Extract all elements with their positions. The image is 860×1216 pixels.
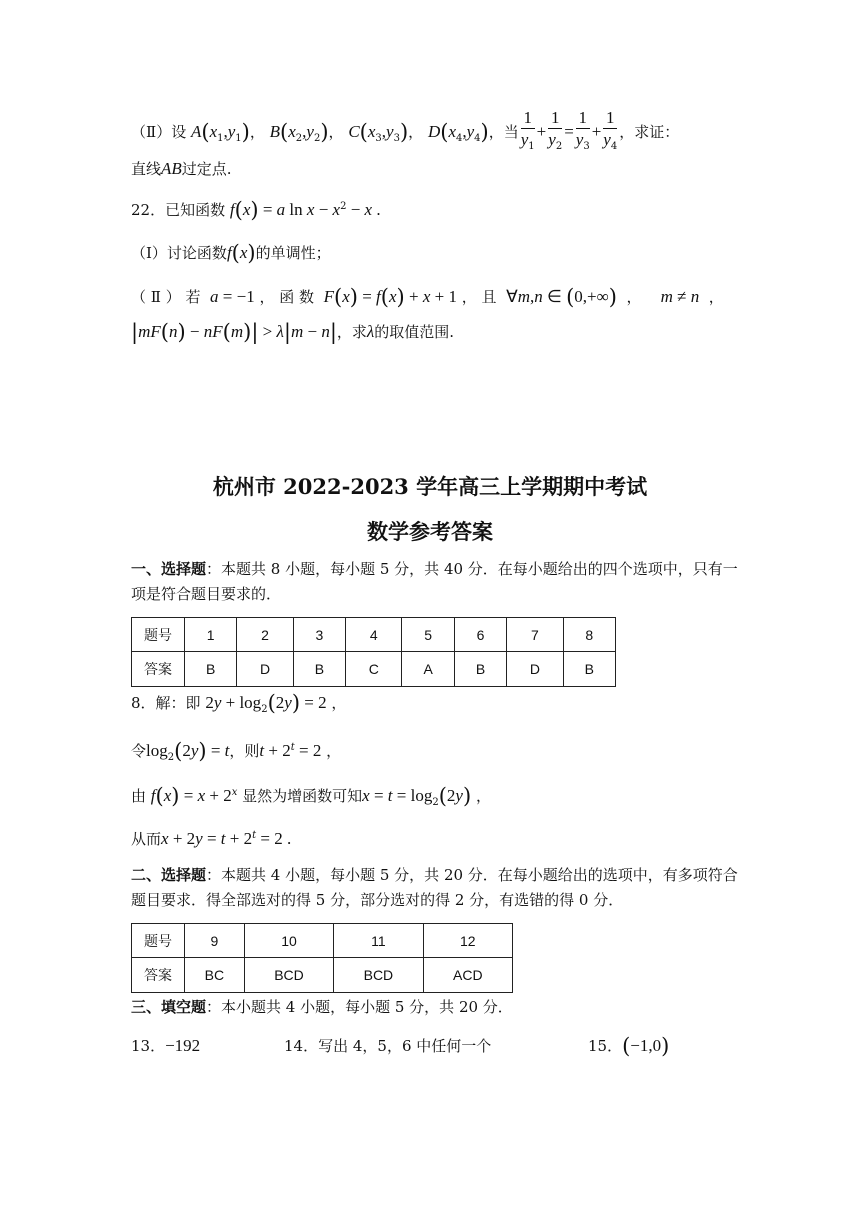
fill-q15: 15．(−1,0) [588, 1034, 670, 1058]
table2-header-number: 题号 [132, 924, 185, 958]
q13-value: −192 [165, 1036, 201, 1055]
answer-table-2 [131, 923, 513, 993]
q22-part1-a: （Ⅰ）讨论函数 [131, 244, 227, 262]
section1-heading: 一、选择题 [131, 560, 207, 578]
q22-part2-c: ， 且 [461, 288, 497, 306]
table1-cell: 5 [402, 618, 454, 652]
section2-line1 [131, 865, 738, 885]
q21-when: ，当 [488, 123, 519, 141]
section2-heading: 二、选择题 [131, 866, 207, 884]
section3-line1 [131, 997, 513, 1017]
q21-line2 [131, 159, 232, 179]
q22-intro: 22．已知函数 f(x) = a $\ln x - x^2 - x$ . [131, 198, 381, 222]
table2-cell: BCD [334, 958, 423, 993]
q21-part2-label: （Ⅱ）设 [131, 123, 187, 141]
table2-cell: BC [185, 958, 245, 993]
sol8-l1: 8．解：即 [131, 694, 201, 712]
fill-q14 [284, 1036, 491, 1056]
q14-text: 14．写出 4，5，6 中任何一个 [284, 1037, 492, 1055]
table1-cell: B [185, 652, 237, 687]
q22-part2-d: ， [626, 288, 642, 306]
section2-text: ：本题共 4 小题，每小题 5 分，共 20 分．在每小题给出的选项中，有多项符合 [206, 866, 738, 884]
section2-line2 [131, 890, 623, 910]
q22-part2-b: ， 函 数 [259, 288, 315, 306]
frac-1-y4: $\frac{1}{y_4}$ [603, 108, 618, 152]
frac-1-y3: $\frac{1}{y_3}$ [575, 108, 590, 152]
table2-cell: 11 [334, 924, 423, 958]
q21-ab: AB [161, 159, 182, 178]
table2-cell: 9 [185, 924, 245, 958]
frac-1-y1: $\frac{1}{y_1}$ [520, 108, 535, 152]
table1-cell: 1 [185, 618, 237, 652]
table2-header-answer: 答案 [132, 958, 185, 993]
table1-header-answer: 答案 [132, 652, 185, 687]
q22-part1-b: 的单调性； [255, 244, 331, 262]
q21-line2-text: 直线 [131, 160, 162, 178]
page-subtitle: 数学参考答案 [367, 519, 493, 544]
q22-part2-line1: （ Ⅱ ） 若 a = −1 ， 函 数 F(x) = f(x) + x + 1 ， 且 ∀m,n ∈ (0,+∞) ， m ≠ n ， [131, 285, 724, 309]
sol8-l2a: 令 [131, 742, 147, 760]
table2-cell: BCD [244, 958, 333, 993]
section2-text2: 题目要求．得全部选对的得 5 分，部分选对的得 2 分，有选错的得 0 分． [131, 891, 624, 909]
table1-cell: B [454, 652, 506, 687]
sol8-l4a: 从而 [131, 830, 162, 848]
table2-number-row [132, 924, 513, 958]
q22-part2-f: 的取值范围. [374, 323, 455, 341]
table1-header-number: 题号 [132, 618, 185, 652]
section1-line2 [131, 584, 281, 604]
sol8-l3a: 由 [131, 787, 147, 805]
table1-cell: A [402, 652, 454, 687]
table1-cell: B [293, 652, 345, 687]
q15-label: 15． [588, 1037, 623, 1055]
section3-text: ：本小题共 4 小题，每小题 5 分，共 20 分． [206, 998, 513, 1016]
q22-part2-line2: |mF(n) − nF(m)| > λ|m − n|，求λ的取值范围. [131, 320, 455, 344]
page-title: 杭州市 2022-2023 学年高三上学期期中考试 [212, 474, 648, 499]
section1-line1 [131, 559, 738, 579]
table1-number-row [132, 618, 616, 652]
table1-cell: 4 [346, 618, 402, 652]
q22-part2-a: （ Ⅱ ） 若 [131, 288, 201, 306]
q21-prove: ，求证： [619, 123, 680, 141]
sol8-l2b: ，则 [229, 742, 260, 760]
fill-q13 [131, 1036, 200, 1056]
sol8-line1: 8．解：即 $2y + \log_2(2y) = 2$ ， [131, 691, 347, 715]
answer-table-1 [131, 617, 616, 687]
table1-cell: 2 [237, 618, 293, 652]
sol8-line3: 由 $f(x) = x + 2^x$ 显然为增函数可知$x = t = \log_2(2y)$ ， [131, 784, 491, 808]
table1-cell: 8 [563, 618, 615, 652]
table1-cell: 6 [454, 618, 506, 652]
table1-answer-row [132, 652, 616, 687]
table2-cell: ACD [423, 958, 512, 993]
frac-1-y2: $\frac{1}{y_2}$ [548, 108, 563, 152]
q21-line2-end: 过定点. [181, 160, 232, 178]
q22-part2-e: ，求 [336, 323, 367, 341]
q21-part2-line: （Ⅱ）设 $A(x_1,y_1)$， $B(x_2,y_2)$， $C(x_3,y_3)$， $D(x_4,y_4)$，当 $\frac{1}{y_1}$ + $\frac{1}{y_2}$ = $\frac{1}{y_3}$ + $\frac{1}{y_4}$ ，求证： [131, 108, 679, 161]
table1-cell: 3 [293, 618, 345, 652]
q13-label: 13． [131, 1037, 166, 1055]
table2-cell: 10 [244, 924, 333, 958]
table1-cell: B [563, 652, 615, 687]
table1-cell: D [237, 652, 293, 687]
table1-cell: C [346, 652, 402, 687]
sol8-line2: 令$\log_2(2y) = t$，则$t + 2^t = 2$ ， [131, 739, 342, 763]
section1-text2: 项是符合题目要求的． [131, 585, 282, 603]
sol8-line4: 从而$x + 2y = t + 2^t = 2$ . [131, 829, 292, 848]
table2-answer-row [132, 958, 513, 993]
section3-heading: 三、填空题 [131, 998, 207, 1016]
table1-cell: 7 [507, 618, 563, 652]
table1-cell: D [507, 652, 563, 687]
sol8-l3b: 显然为增函数可知 [242, 787, 363, 805]
q15-value: −1,0 [630, 1036, 662, 1055]
section1-text: ：本题共 8 小题，每小题 5 分，共 40 分．在每小题给出的四个选项中，只有一 [206, 560, 738, 578]
q22-intro-text: 22．已知函数 [131, 201, 226, 219]
q22-part1: （Ⅰ）讨论函数f(x)的单调性； [131, 241, 331, 265]
table2-cell: 12 [423, 924, 512, 958]
